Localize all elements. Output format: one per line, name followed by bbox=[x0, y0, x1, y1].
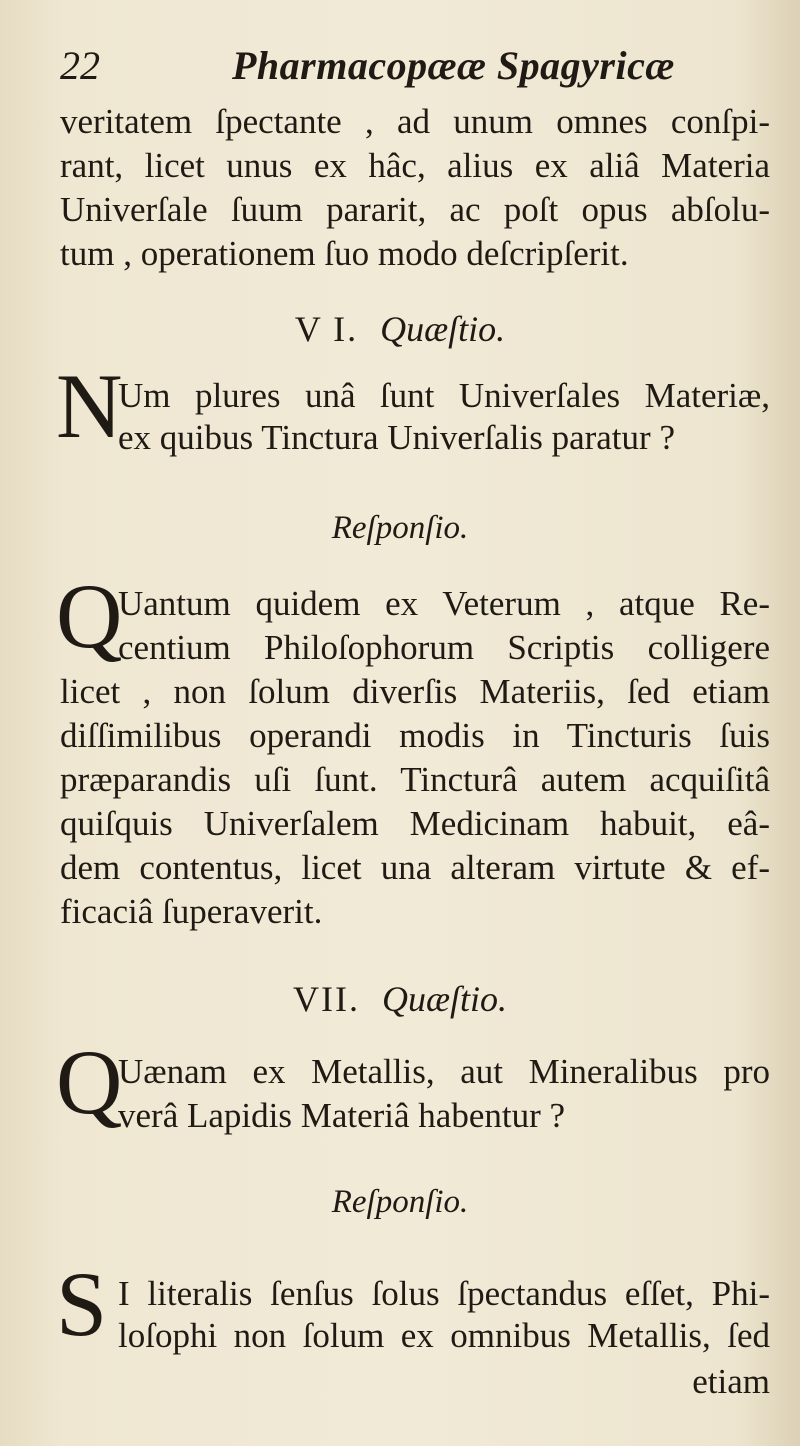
heading-word: Quæſtio. bbox=[380, 309, 506, 349]
text-line: rant, licet unus ex hâc, alius ex aliâ Materia bbox=[60, 146, 770, 185]
heading-number: V I. bbox=[294, 309, 359, 349]
section-heading-7 bbox=[0, 978, 800, 1020]
text-line: verâ Lapidis Materiâ habentur ? bbox=[118, 1096, 566, 1135]
drop-capital: Q bbox=[56, 565, 123, 667]
text-line: veritatem ſpectante , ad unum omnes conſpi- bbox=[60, 102, 770, 141]
text-line: licet , non ſolum diverſis Materiis, ſed etiam bbox=[60, 672, 770, 711]
text-line: quiſquis Univerſalem Medicinam habuit, eâ- bbox=[60, 804, 770, 843]
text-line: Um plures unâ ſunt Univerſales Materiæ, bbox=[118, 376, 770, 415]
section-heading-6 bbox=[0, 308, 800, 350]
heading-word: Quæſtio. bbox=[381, 979, 507, 1019]
text-line: præparandis uſi ſunt. Tincturâ autem acquiſitâ bbox=[60, 760, 770, 799]
page-number: 22 bbox=[60, 43, 100, 88]
drop-capital: Q bbox=[56, 1031, 123, 1133]
response-label: Reſponſio. bbox=[331, 1184, 469, 1220]
page-header bbox=[60, 42, 760, 92]
text-line: Univerſale ſuum pararit, ac poſt opus abſolu- bbox=[60, 190, 770, 229]
text-line: I literalis ſenſus ſolus ſpectandus eſſet, Phi- bbox=[118, 1274, 770, 1313]
text-line: Uænam ex Metallis, aut Mineralibus pro bbox=[118, 1052, 770, 1091]
text-line: Uantum quidem ex Veterum , atque Re- bbox=[118, 584, 770, 623]
text-line: ficaciâ ſuperaverit. bbox=[60, 892, 323, 931]
text-line: ex quibus Tinctura Univerſalis paratur ? bbox=[118, 418, 675, 457]
catchword: etiam bbox=[692, 1362, 770, 1401]
running-title: Pharmacopææ Spagyricæ bbox=[232, 43, 675, 88]
drop-capital: S bbox=[56, 1253, 108, 1355]
text-line: dem contentus, licet una alteram virtute & ef- bbox=[60, 848, 770, 887]
heading-number: VII. bbox=[293, 979, 360, 1019]
drop-capital: N bbox=[56, 355, 123, 457]
response-label: Reſponſio. bbox=[331, 510, 469, 546]
text-line: diſſimilibus operandi modis in Tincturis ſuis bbox=[60, 716, 770, 755]
text-line: centium Philoſophorum Scriptis colligere bbox=[118, 628, 770, 667]
text-line: loſophi non ſolum ex omnibus Metallis, ſed bbox=[118, 1316, 770, 1355]
text-line: tum , operationem ſuo modo deſcripſerit. bbox=[60, 234, 629, 273]
